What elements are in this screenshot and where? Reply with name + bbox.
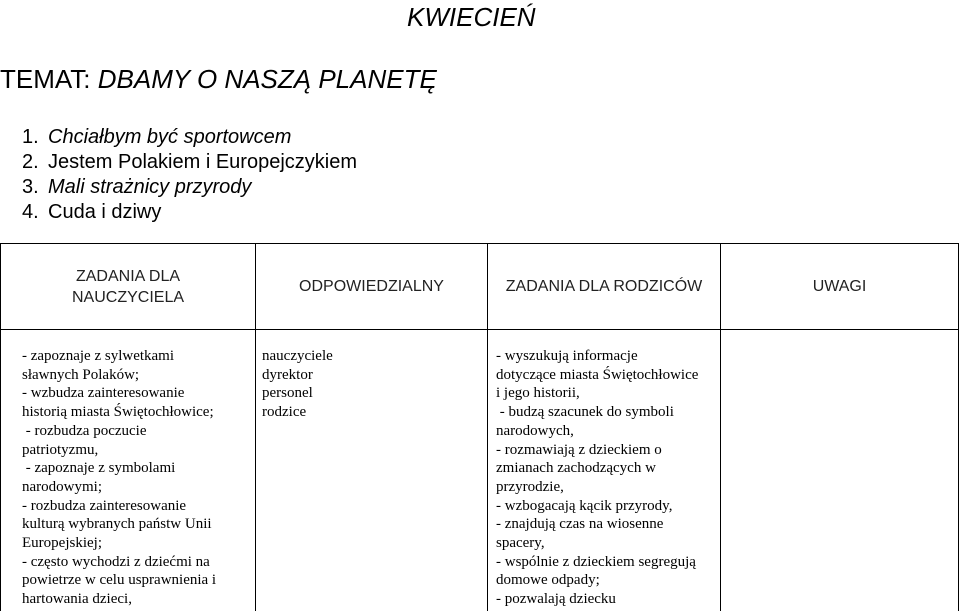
parent-task-line: - znajdują czas na wiosenne (496, 516, 664, 533)
header-teacher-tasks (1, 244, 255, 329)
topic-heading (0, 62, 437, 96)
teacher-task-line: - często wychodzi z dziećmi na (22, 553, 210, 570)
teacher-task-line: Europejskiej; (22, 535, 102, 552)
teacher-task-line: - zapoznaje z symbolami (22, 460, 176, 477)
parent-task-line: i jego historii, (496, 385, 580, 402)
parent-task-line: - wzbogacają kącik przyrody, (496, 497, 673, 514)
responsible-line: dyrektor (262, 366, 313, 383)
parent-task-line: spacery, (496, 535, 545, 552)
topic-number: 1. (22, 126, 39, 148)
parent-task-line: - pozwalają dziecku (496, 591, 616, 608)
topic-item (22, 200, 357, 225)
parent-task-line: - rozmawiają z dzieckiem o (496, 441, 662, 458)
topic-number: 2. (22, 151, 39, 173)
teacher-task-line: hartowania dzieci, (22, 591, 132, 608)
topic-text: Jestem Polakiem i Europejczykiem (48, 151, 357, 173)
topic-text: Cuda i dziwy (48, 201, 162, 223)
responsible-cell (262, 347, 333, 422)
header-responsible: ODPOWIEDZIALNY (299, 278, 444, 295)
header-teacher-line1: ZADANIA DLA (75, 267, 181, 285)
parent-task-line: domowe odpady; (496, 572, 600, 589)
topic-item (22, 150, 357, 175)
responsible-line: nauczyciele (262, 348, 333, 364)
parent-task-line: - wyszukują informacje (496, 348, 638, 364)
topic-value: DBAMY O NASZĄ PLANETĘ (97, 64, 437, 94)
parent-task-line: - budzą szacunek do symboli (496, 404, 674, 421)
responsible-line: rodzice (262, 404, 307, 421)
teacher-task-line: sławnych Polaków; (22, 366, 140, 383)
teacher-task-line: narodowymi; (22, 478, 102, 495)
topic-text: Chciałbym być sportowcem (48, 126, 292, 148)
header-row-divider (0, 329, 959, 330)
tasks-table (0, 243, 959, 611)
header-teacher-line2: NAUCZYCIELA (71, 288, 185, 306)
teacher-tasks-cell (22, 347, 216, 609)
teacher-task-line: historią miasta Świętochłowice; (22, 404, 214, 421)
teacher-task-line: - rozbudza zainteresowanie (22, 497, 187, 514)
teacher-task-line: - wzbudza zainteresowanie (22, 385, 185, 402)
teacher-task-line: patriotyzmu, (22, 441, 99, 458)
header-parent-tasks: ZADANIA DLA RODZICÓW (505, 278, 703, 295)
teacher-task-line: - rozbudza poczucie (22, 422, 147, 439)
responsible-line: personel (262, 385, 313, 402)
topic-label: TEMAT: (0, 64, 91, 94)
parent-task-line: zmianach zachodzących w (496, 460, 656, 477)
teacher-task-line: - zapoznaje z sylwetkami (22, 348, 175, 364)
teacher-task-line: kulturą wybranych państw Unii (22, 516, 212, 533)
parent-task-line: narodowych, (496, 422, 574, 439)
topic-number: 4. (22, 201, 39, 223)
topic-item (22, 175, 357, 200)
parent-task-line: dotyczące miasta Świętochłowice (496, 366, 699, 383)
topic-list (22, 125, 357, 225)
topic-number: 3. (22, 176, 39, 198)
parent-task-line: przyrodzie, (496, 478, 564, 495)
parent-tasks-cell (496, 347, 698, 609)
topic-item (22, 125, 357, 150)
topic-text: Mali strażnicy przyrody (48, 176, 252, 198)
parent-task-line: - wspólnie z dzieckiem segregują (496, 553, 696, 570)
header-notes: UWAGI (812, 278, 867, 295)
teacher-task-line: powietrze w celu usprawnienia i (22, 572, 217, 589)
month-heading: KWIECIEŃ (407, 2, 536, 32)
